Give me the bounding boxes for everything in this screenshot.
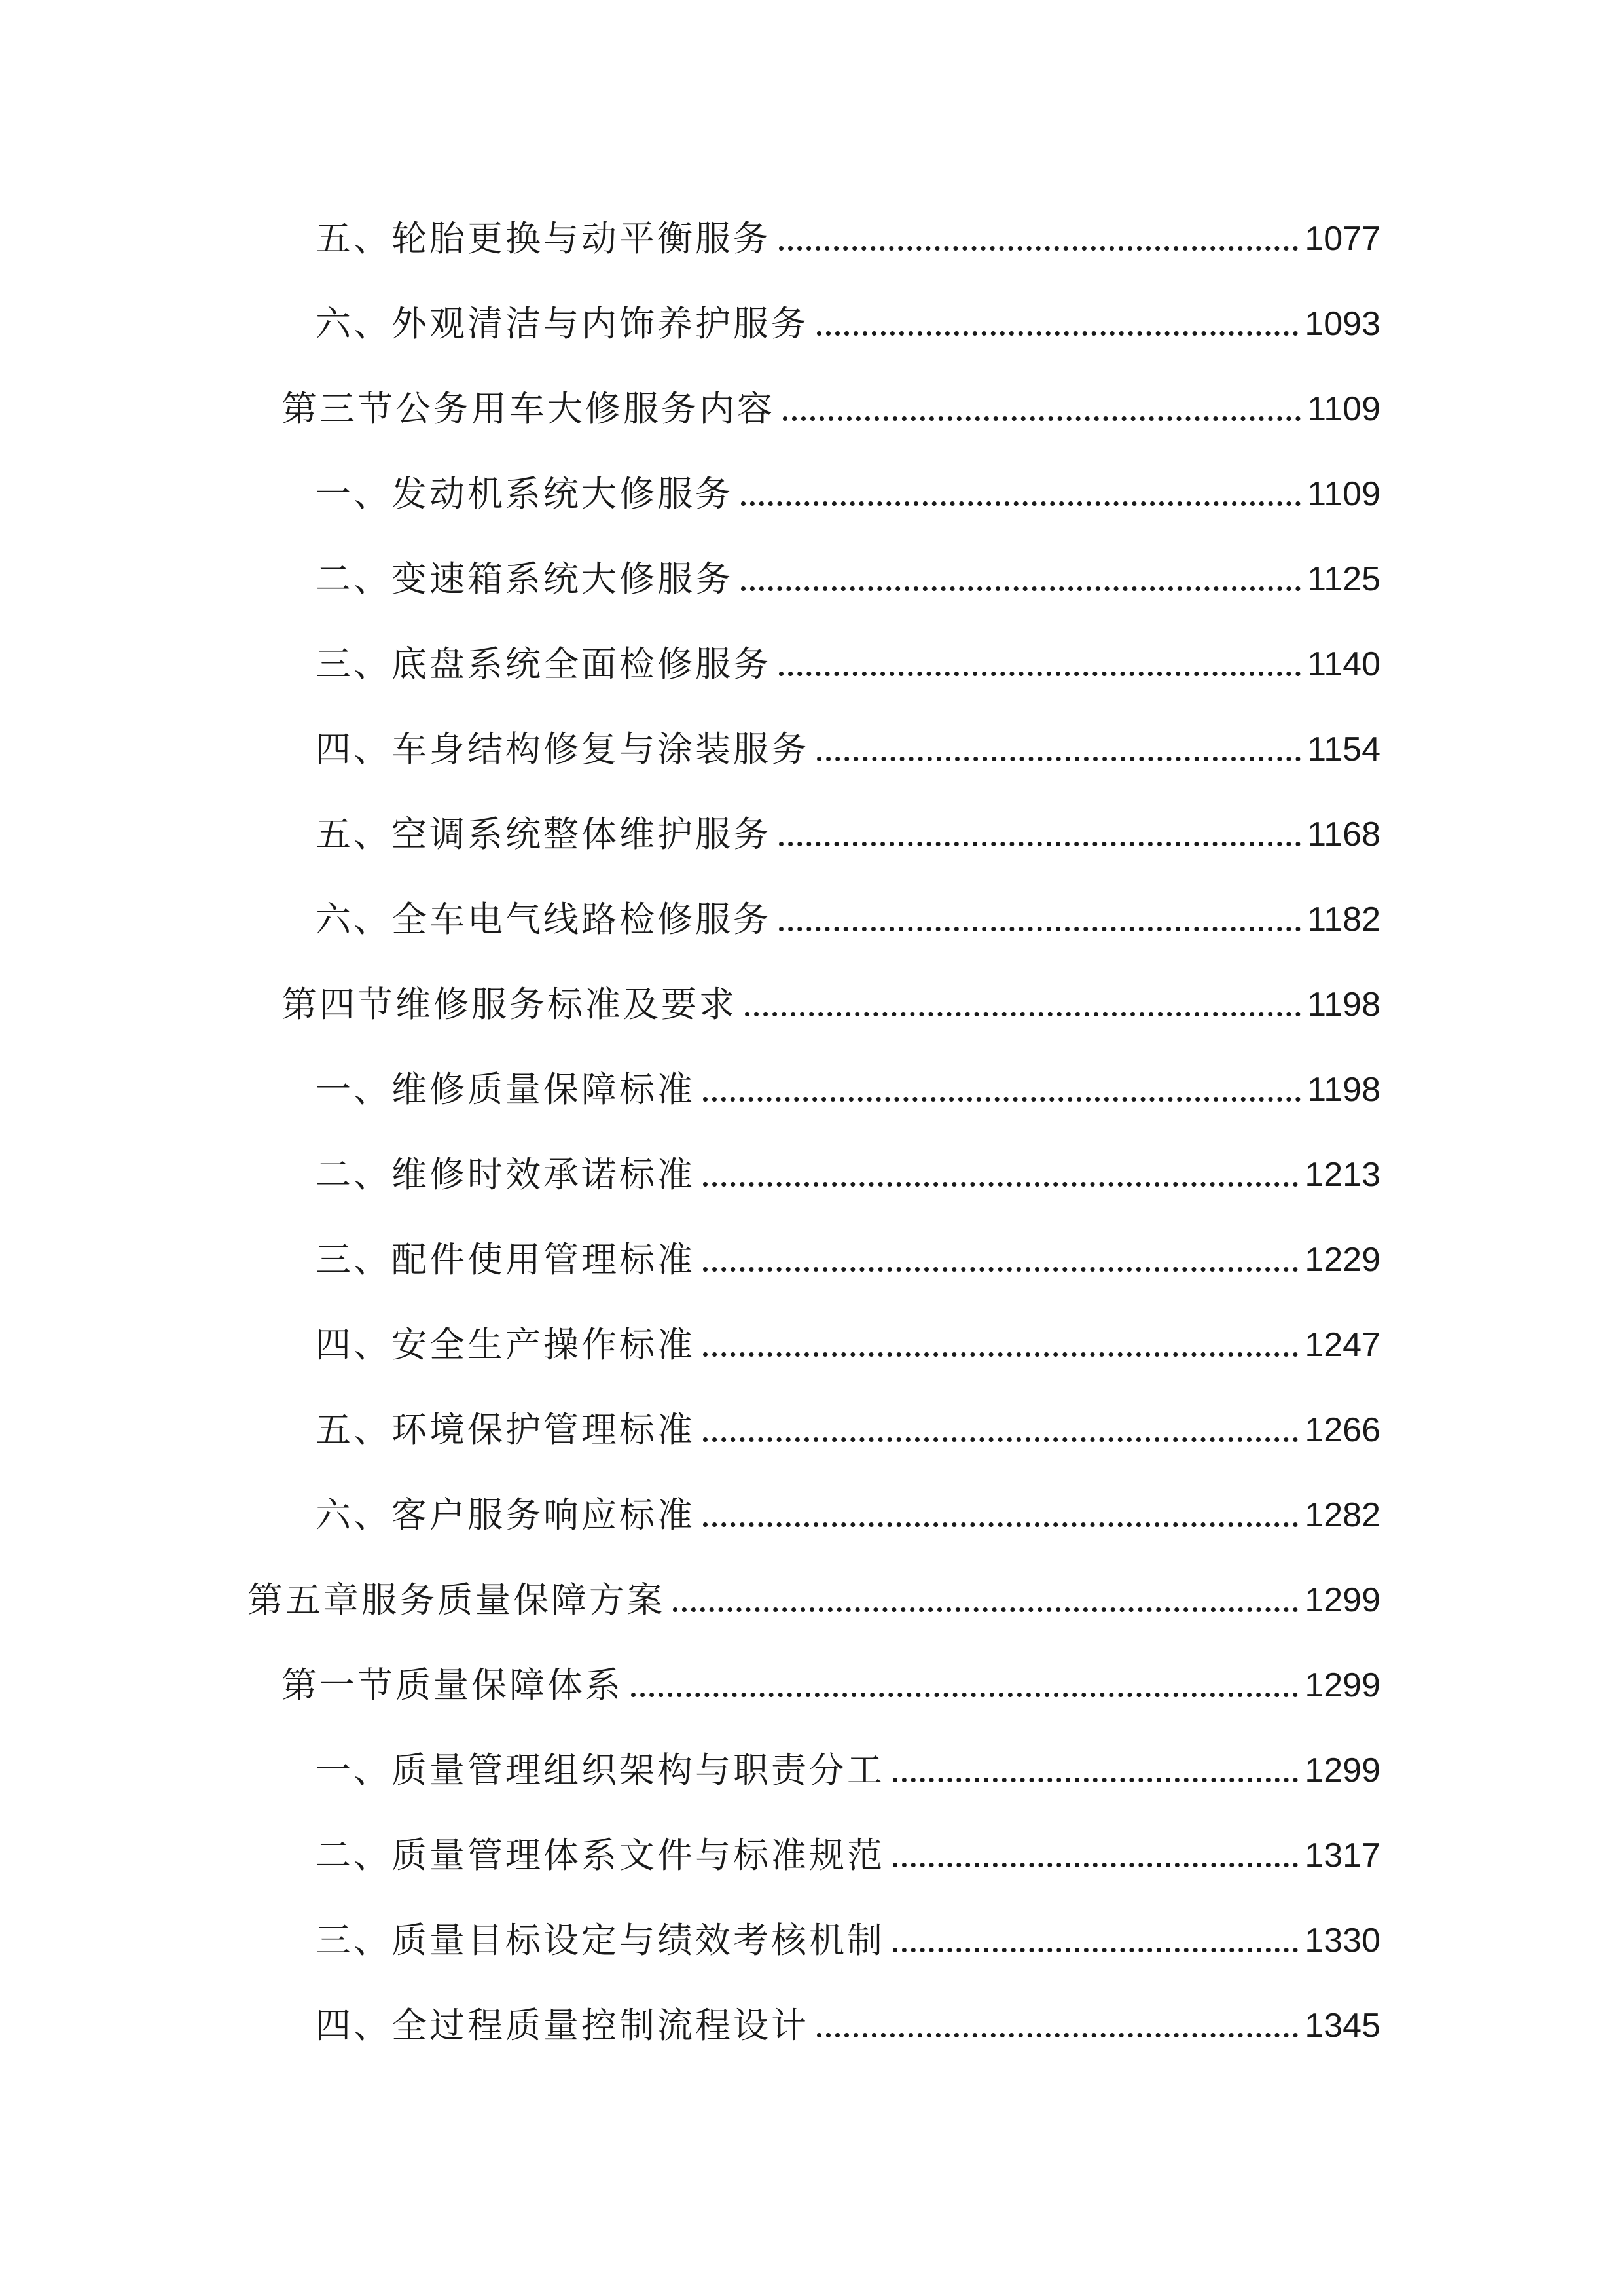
toc-entry-page: 1345 <box>1305 2007 1380 2045</box>
toc-dot-leader <box>779 672 1301 676</box>
toc-entry[interactable] <box>316 805 1380 864</box>
toc-entry[interactable] <box>281 1656 1380 1715</box>
toc-entry-title: 三、质量目标设定与绩效考核机制 <box>316 1920 885 1961</box>
toc-entry-title: 第四节维修服务标准及要求 <box>281 984 737 1025</box>
toc-entry-page: 1109 <box>1307 475 1380 513</box>
toc-dot-leader <box>817 2033 1298 2037</box>
toc-entry-page: 1282 <box>1305 1496 1380 1534</box>
toc-entry[interactable] <box>316 890 1380 949</box>
toc-dot-leader <box>631 1693 1298 1697</box>
toc-entry-page: 1317 <box>1305 1837 1380 1874</box>
toc-entry-title: 第三节公务用车大修服务内容 <box>281 388 775 429</box>
toc-entry-title: 四、全过程质量控制流程设计 <box>316 2005 809 2046</box>
toc-dot-leader <box>817 757 1301 761</box>
toc-entry-title: 第一节质量保障体系 <box>281 1664 623 1706</box>
toc-entry-title: 三、配件使用管理标准 <box>316 1239 695 1280</box>
toc-entry-page: 1198 <box>1307 1071 1380 1109</box>
toc-entry[interactable] <box>316 1741 1380 1800</box>
toc-entry-title: 五、轮胎更换与动平衡服务 <box>316 218 771 259</box>
toc-entry[interactable] <box>316 1316 1380 1374</box>
toc-entry-title: 五、环境保护管理标准 <box>316 1409 695 1450</box>
toc-entry[interactable] <box>316 635 1380 694</box>
toc-dot-leader <box>745 1012 1301 1016</box>
toc-entry-title: 三、底盘系统全面检修服务 <box>316 643 771 685</box>
toc-entry[interactable] <box>316 1230 1380 1289</box>
toc-dot-leader <box>703 1352 1298 1357</box>
toc-entry-page: 1299 <box>1305 1581 1380 1619</box>
toc-entry-page: 1140 <box>1307 645 1380 683</box>
toc-entry-page: 1198 <box>1307 986 1380 1024</box>
toc-entry-title: 四、安全生产操作标准 <box>316 1324 695 1365</box>
toc-entry[interactable] <box>316 1486 1380 1545</box>
toc-entry-page: 1247 <box>1305 1326 1380 1364</box>
toc-entry[interactable] <box>281 975 1380 1034</box>
toc-entry-title: 二、维修时效承诺标准 <box>316 1154 695 1195</box>
toc-dot-leader <box>893 1863 1298 1867</box>
toc-entry-page: 1093 <box>1305 305 1380 343</box>
toc-dot-leader <box>703 1522 1298 1527</box>
toc-entry[interactable] <box>316 1401 1380 1460</box>
toc-entry-title: 一、质量管理组织架构与职责分工 <box>316 1749 885 1791</box>
toc-entry-title: 一、发动机系统大修服务 <box>316 473 733 514</box>
toc-entry-page: 1154 <box>1307 730 1380 768</box>
toc-dot-leader <box>783 416 1301 421</box>
toc-entry[interactable] <box>316 209 1380 268</box>
toc-dot-leader <box>703 1437 1298 1442</box>
toc-dot-leader <box>779 842 1301 846</box>
toc-entry[interactable] <box>316 1145 1380 1204</box>
toc-entry-page: 1266 <box>1305 1411 1380 1449</box>
toc-entry-page: 1182 <box>1307 901 1380 939</box>
toc-entry-page: 1168 <box>1307 816 1380 853</box>
toc-entry[interactable] <box>316 1060 1380 1119</box>
toc-entry-title: 六、客户服务响应标准 <box>316 1494 695 1535</box>
toc-dot-leader <box>703 1182 1298 1187</box>
toc-dot-leader <box>817 331 1298 336</box>
toc-dot-leader <box>893 1948 1298 1952</box>
toc-dot-leader <box>703 1267 1298 1272</box>
toc-entry-title: 二、变速箱系统大修服务 <box>316 558 733 600</box>
toc-entry[interactable] <box>316 1911 1380 1970</box>
toc-entry-title: 六、全车电气线路检修服务 <box>316 899 771 940</box>
toc-dot-leader <box>779 246 1298 251</box>
toc-entry-title: 四、车身结构修复与涂装服务 <box>316 728 809 770</box>
toc-entry-title: 六、外观清洁与内饰养护服务 <box>316 303 809 344</box>
toc-dot-leader <box>741 586 1301 591</box>
toc-dot-leader <box>703 1097 1301 1102</box>
toc-dot-leader <box>741 501 1301 506</box>
toc-entry-page: 1299 <box>1305 1751 1380 1789</box>
toc-entry-page: 1125 <box>1307 560 1380 598</box>
toc-dot-leader <box>893 1778 1298 1782</box>
toc-entry[interactable] <box>247 1571 1380 1630</box>
toc-entry[interactable] <box>316 1996 1380 2055</box>
toc-entry-page: 1330 <box>1305 1922 1380 1960</box>
toc-entry[interactable] <box>316 550 1380 609</box>
toc-entry-page: 1109 <box>1307 390 1380 428</box>
toc-entry[interactable] <box>316 1826 1380 1885</box>
toc-entry-page: 1299 <box>1305 1666 1380 1704</box>
toc-entry-title: 五、空调系统整体维护服务 <box>316 814 771 855</box>
toc-entry[interactable] <box>316 720 1380 779</box>
toc-entry-page: 1213 <box>1305 1156 1380 1194</box>
toc-entry[interactable] <box>316 465 1380 524</box>
toc-entry-page: 1229 <box>1305 1241 1380 1279</box>
toc-entry[interactable] <box>281 380 1380 439</box>
toc-entry-title: 第五章服务质量保障方案 <box>247 1579 665 1621</box>
toc-entry-page: 1077 <box>1305 220 1380 258</box>
toc-entry-title: 一、维修质量保障标准 <box>316 1069 695 1110</box>
toc-dot-leader <box>779 927 1301 931</box>
toc-entry[interactable] <box>316 295 1380 353</box>
toc-dot-leader <box>673 1607 1298 1612</box>
toc-entry-title: 二、质量管理体系文件与标准规范 <box>316 1835 885 1876</box>
